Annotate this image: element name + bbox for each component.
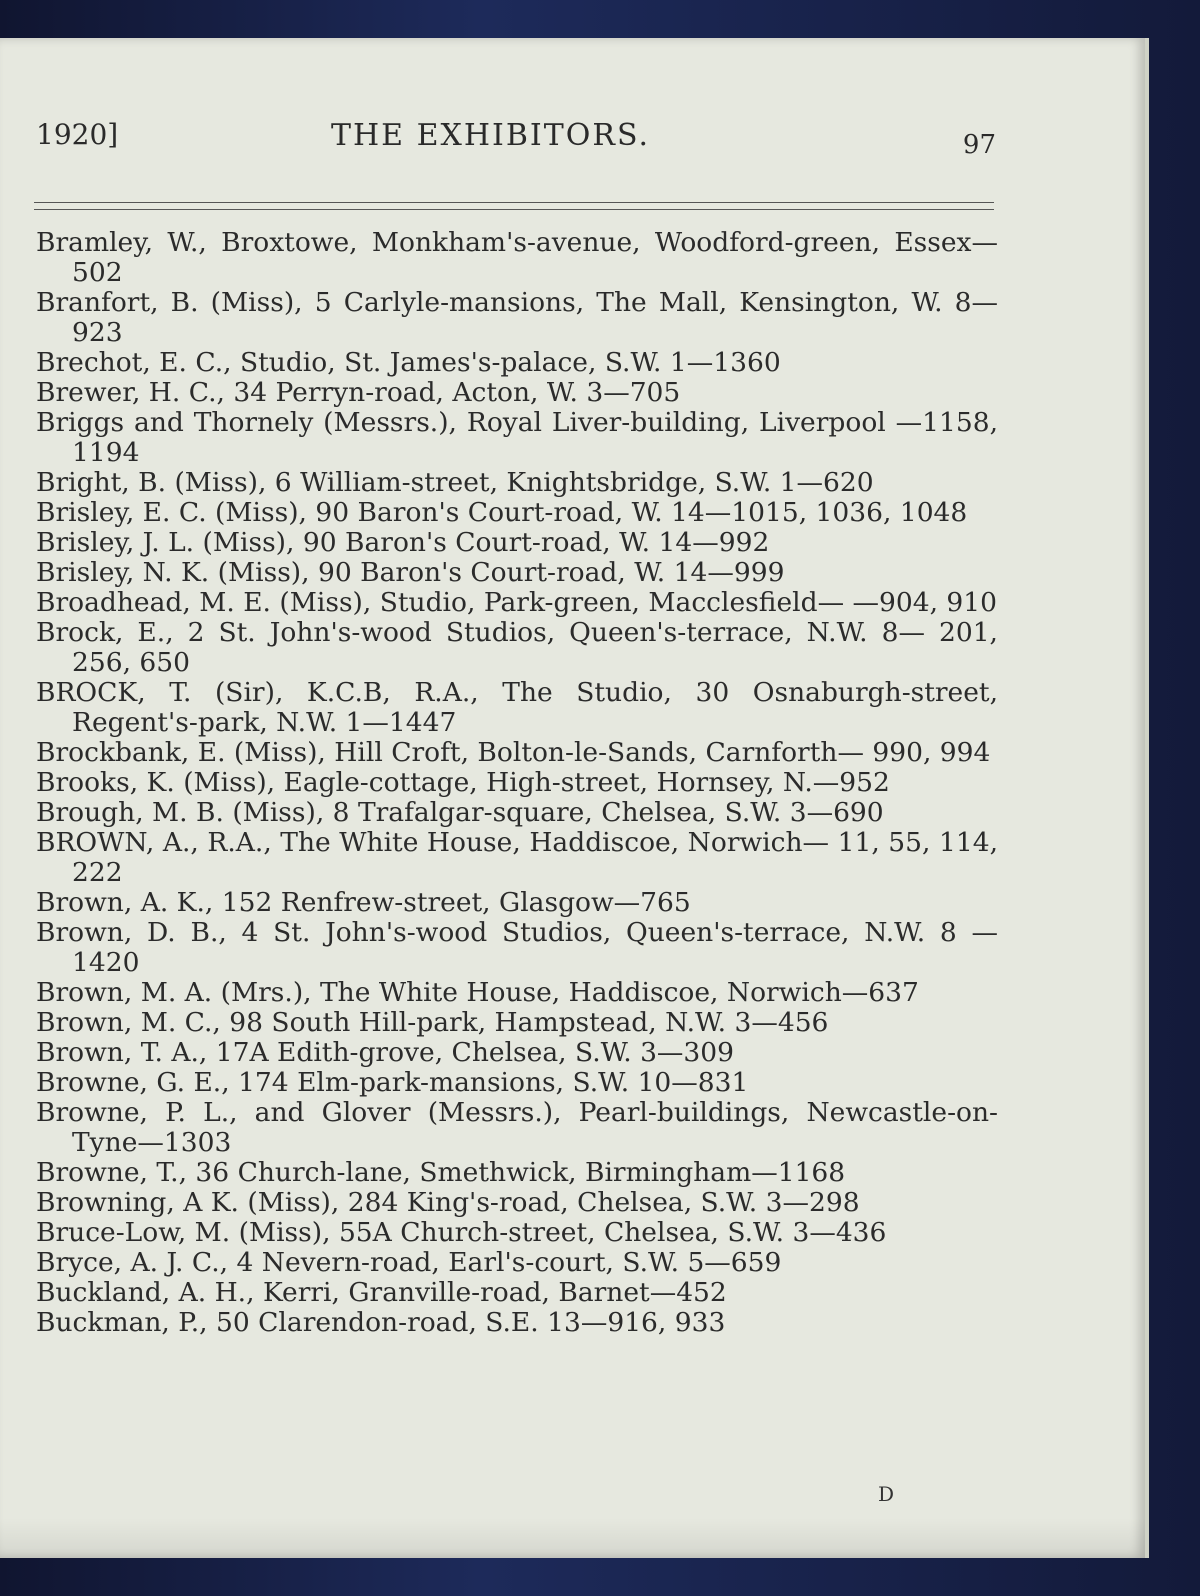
- exhibitor-entry: Briggs and Thornely (Messrs.), Royal Liver-building, Liverpool —1158, 1194: [36, 407, 998, 468]
- exhibitor-entry: Bruce-Low, M. (Miss), 55A Church-street, Chelsea, S.W. 3—436: [36, 1217, 887, 1248]
- header-rule-bottom: [34, 209, 994, 210]
- exhibitor-entry: Brown, D. B., 4 St. John's-wood Studios, Queen's-terrace, N.W. 8 —1420: [36, 917, 998, 978]
- exhibitor-entry: Branfort, B. (Miss), 5 Carlyle-mansions, The Mall, Kensington, W. 8—923: [36, 287, 998, 348]
- exhibitor-entry: Bryce, A. J. C., 4 Nevern-road, Earl's-court, S.W. 5—659: [36, 1247, 782, 1278]
- header-year: 1920]: [36, 118, 119, 151]
- page-title: THE EXHIBITORS.: [331, 118, 650, 153]
- exhibitor-entry: Broadhead, M. E. (Miss), Studio, Park-green, Macclesfield— —904, 910: [36, 587, 998, 618]
- running-head: [36, 118, 996, 168]
- exhibitor-entry: BROCK, T. (Sir), K.C.B, R.A., The Studio, 30 Osnaburgh-street, Regent's-park, N.W. 1—1447: [36, 677, 998, 738]
- signature-mark: D: [878, 1482, 895, 1506]
- exhibitor-entry: Brown, M. C., 98 South Hill-park, Hampstead, N.W. 3—456: [36, 1007, 829, 1038]
- exhibitor-entry: Browne, T., 36 Church-lane, Smethwick, Birmingham—1168: [36, 1157, 846, 1188]
- page-number: 97: [962, 130, 996, 160]
- exhibitor-entry: Brock, E., 2 St. John's-wood Studios, Queen's-terrace, N.W. 8— 201, 256, 650: [36, 617, 998, 678]
- exhibitor-entry: Brooks, K. (Miss), Eagle-cottage, High-street, Hornsey, N.—952: [36, 767, 890, 798]
- exhibitor-entry: Browne, G. E., 174 Elm-park-mansions, S.W. 10—831: [36, 1067, 749, 1098]
- exhibitor-entry: BROWN, A., R.A., The White House, Haddiscoe, Norwich— 11, 55, 114, 222: [36, 827, 998, 888]
- exhibitor-entry: Brockbank, E. (Miss), Hill Croft, Bolton-le-Sands, Carnforth— 990, 994: [36, 737, 991, 768]
- exhibitor-entry: Brewer, H. C., 34 Perryn-road, Acton, W. 3—705: [36, 377, 681, 408]
- exhibitor-entry: Bright, B. (Miss), 6 William-street, Knightsbridge, S.W. 1—620: [36, 467, 874, 498]
- exhibitor-entry: Brough, M. B. (Miss), 8 Trafalgar-square, Chelsea, S.W. 3—690: [36, 797, 884, 828]
- exhibitor-entry: Bramley, W., Broxtowe, Monkham's-avenue, Woodford-green, Essex—502: [36, 227, 998, 288]
- exhibitor-entry: Brisley, E. C. (Miss), 90 Baron's Court-road, W. 14—1015, 1036, 1048: [36, 497, 968, 528]
- exhibitor-entry: Brown, M. A. (Mrs.), The White House, Haddiscoe, Norwich—637: [36, 977, 919, 1008]
- exhibitor-entry: Brechot, E. C., Studio, St. James's-palace, S.W. 1—1360: [36, 347, 781, 378]
- exhibitor-entry: Brown, A. K., 152 Renfrew-street, Glasgow—765: [36, 887, 691, 918]
- exhibitor-entry: Brisley, J. L. (Miss), 90 Baron's Court-road, W. 14—992: [36, 527, 770, 558]
- exhibitor-entry: Browne, P. L., and Glover (Messrs.), Pearl-buildings, Newcastle-on-Tyne—1303: [36, 1097, 998, 1158]
- exhibitor-entry: Brisley, N. K. (Miss), 90 Baron's Court-road, W. 14—999: [36, 557, 785, 588]
- exhibitor-entry: Buckman, P., 50 Clarendon-road, S.E. 13—916, 933: [36, 1307, 726, 1338]
- exhibitor-entry: Brown, T. A., 17A Edith-grove, Chelsea, S.W. 3—309: [36, 1037, 735, 1068]
- exhibitor-entry: Browning, A K. (Miss), 284 King's-road, Chelsea, S.W. 3—298: [36, 1187, 860, 1218]
- exhibitor-entry: Buckland, A. H., Kerri, Granville-road, Barnet—452: [36, 1277, 727, 1308]
- exhibitor-list: [36, 228, 998, 1338]
- header-rule-top: [34, 202, 994, 203]
